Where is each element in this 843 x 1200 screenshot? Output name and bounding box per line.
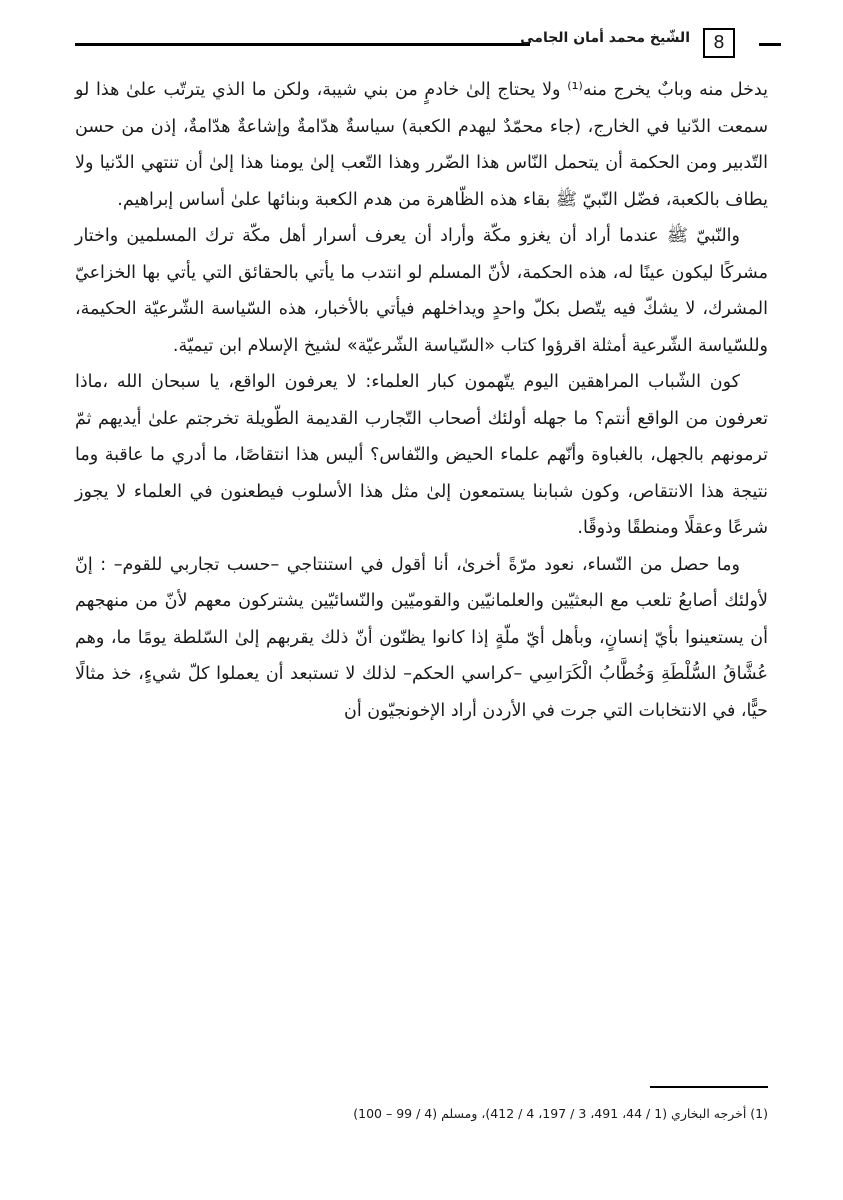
paragraph-2: والنّبيّ ﷺ عندما أراد أن يغزو مكّة وأراد أن يعرف أسرار أهل مكّة ترك المسلمين واختار مشركًا ليكون عينًا له، هذه الحكمة، لأنّ المسلم لو انتدب ما يأتي بالحقائق التي يأتي بها الخزاعيّ المشرك، لا يشكّ فيه يتّصل بكلّ واحدٍ ويداخلهم فيأتي بالأخبار، هذه السّياسة الشّرعيّة الحكيمة، وللسّياسة الشّرعية أمثلة اقرؤوا كتاب «السّياسة الشّرعيّة» لشيخ الإسلام ابن تيميّة. — [75, 226, 768, 356]
body-text — [75, 72, 768, 729]
page-header — [75, 26, 765, 60]
page-number: 8 — [703, 28, 735, 58]
paragraph-3: كون الشّباب المراهقين اليوم يتّهمون كبار العلماء: لا يعرفون الواقع، يا سبحان الله ،ماذا تعرفون من الواقع أنتم؟ ما جهله أولئك أصحاب التّجارب القديمة الطّويلة تخرجتم علىٰ أيديهم ثمّ ترمونهم بالجهل، بالغباوة وأنّهم علماء الحيض والنّفاس؟ أليس هذا انتقاصًا، ما أدري ما عاقبة وما نتيجة هذا الانتقاص، وكون شبابنا يستمعون إلىٰ مثل هذا الأسلوب فيطعنون في العلماء لا يجوز شرعًا وعقلًا ومنطقًا وذوقًا. — [75, 372, 768, 538]
footnote-separator — [650, 1086, 768, 1088]
header-rule-long — [75, 43, 530, 46]
footnote: (1) أخرجه البخاري (1 / 44، 491، 3 / 197، 4 / 412)، ومسلم (4 / 99 – 100) — [353, 1106, 768, 1121]
paragraph-4: وما حصل من النّساء، نعود مرّةً أخرىٰ، أنا أقول في استنتاجي –حسب تجاربي للقوم– : إنّ لأولئك أصابعُ تلعب مع البعثيّين والعلمانيّين والقوميّين والنّسائيّين يشتركون معهم لأنّ من منهجهم أن يستعينوا بأيّ إنسانٍ، وبأهل أيّ ملّةٍ إذا كانوا يظنّون أنّ ذلك يقربهم إلىٰ السّلطة يومًا ما، وهم عُشَّاقُ السُّلْطَةِ وَخُطَّابُ الْكَرَاسِي –كراسي الحكم– لذلك لا تستبعد أن يعملوا كلّ شيءٍ، خذ مثالًا حيًّا، في الانتخابات التي جرت في الأردن أراد الإخونجيّون أن — [75, 554, 768, 721]
paragraph-1: يدخل منه وبابٌ يخرج منه⁽¹⁾ ولا يحتاج إلىٰ خادمٍ من بني شيبة، ولكن ما الذي يترتّب علىٰ هذا لو سمعت الدّنيا في الخارج، (جاء محمّدٌ ليهدم الكعبة) سياسةٌ هدّامةٌ وإشاعةٌ هدّامةٌ، إذن من حسن التّدبير ومن الحكمة أن يتحمل النّاس هذا الضّرر وهذا التّعب إلىٰ يومنا هذا إلىٰ أن تنتهي الدّنيا ولا يطاف بالكعبة، فضّل النّبيّ ﷺ بقاء هذه الظّاهرة من هدم الكعبة وبنائها علىٰ أساس إبراهيم. — [75, 80, 768, 210]
author-name: الشّيخ محمد أمان الجامي — [520, 30, 690, 46]
header-rule-short — [759, 43, 781, 46]
